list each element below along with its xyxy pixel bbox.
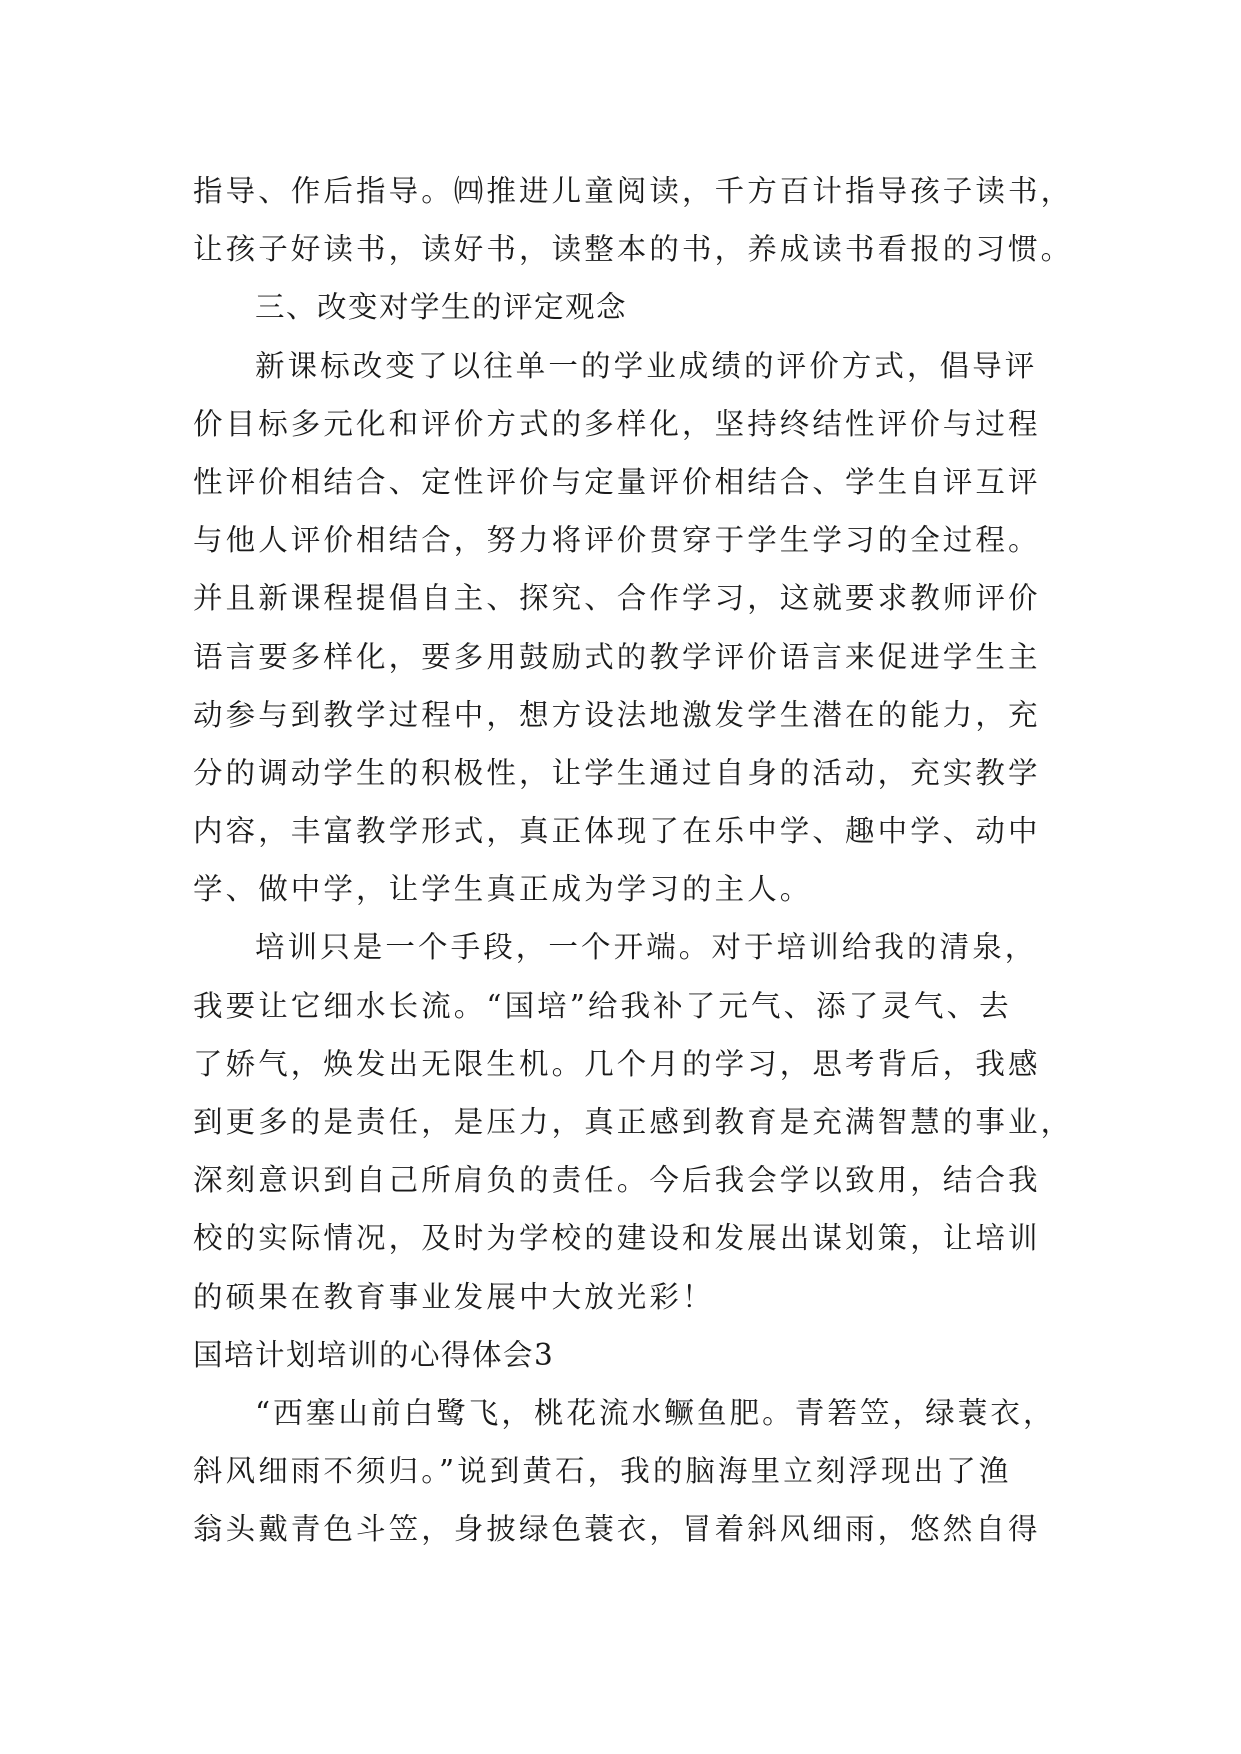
paragraph-line: 校的实际情况，及时为学校的建设和发展出谋划策，让培训	[193, 1221, 1041, 1256]
paragraph-line: 斜风细雨不须归。”说到黄石，我的脑海里立刻浮现出了渔	[193, 1454, 1012, 1489]
paragraph-line: 的硕果在教育事业发展中大放光彩！	[193, 1279, 715, 1314]
paragraph-line: 学、做中学，让学生真正成为学习的主人。	[193, 872, 813, 907]
paragraph-line: 到更多的是责任，是压力，真正感到教育是充满智慧的事业，	[193, 1105, 1074, 1139]
paragraph-line: 让孩子好读书，读好书，读整本的书，养成读书看报的习惯。	[193, 232, 1074, 267]
paragraph-line: 了娇气，焕发出无限生机。几个月的学习，思考背后，我感	[193, 1046, 1041, 1081]
paragraph-line: 内容，丰富教学形式，真正体现了在乐中学、趣中学、动中	[193, 814, 1041, 849]
paragraph-line: 翁头戴青色斗笠，身披绿色蓑衣，冒着斜风细雨，悠然自得	[193, 1512, 1041, 1547]
paragraph-line: 语言要多样化，要多用鼓励式的教学评价语言来促进学生主	[193, 639, 1041, 674]
paragraph-line: 指导、作后指导。㈣推进儿童阅读，千方百计指导孩子读书，	[193, 174, 1074, 208]
paragraph-line: 深刻意识到自己所肩负的责任。今后我会学以致用，结合我	[193, 1163, 1041, 1198]
paragraph-line: 与他人评价相结合，努力将评价贯穿于学生学习的全过程。	[193, 523, 1041, 558]
paragraph-line: 分的调动学生的积极性，让学生通过自身的活动，充实教学	[193, 755, 1041, 790]
paragraph-line: 我要让它细水长流。“国培”给我补了元气、添了灵气、去	[193, 988, 1012, 1023]
paragraph-line: “西塞山前白鹭飞，桃花流水鳜鱼肥。青箬笠，绿蓑衣，	[255, 1395, 1056, 1430]
paragraph-line: 动参与到教学过程中，想方设法地激发学生潜在的能力，充	[193, 697, 1041, 732]
paragraph-line: 新课标改变了以往单一的学业成绩的评价方式，倡导评	[255, 348, 1038, 383]
paragraph-line: 价目标多元化和评价方式的多样化，坚持终结性评价与过程	[193, 406, 1041, 441]
article-title: 国培计划培训的心得体会3	[193, 1337, 555, 1372]
section-heading: 三、改变对学生的评定观念	[255, 290, 628, 325]
paragraph-line: 培训只是一个手段，一个开端。对于培训给我的清泉，	[255, 930, 1038, 965]
paragraph-line: 性评价相结合、定性评价与定量评价相结合、学生自评互评	[193, 464, 1041, 499]
paragraph-line: 并且新课程提倡自主、探究、合作学习，这就要求教师评价	[193, 581, 1041, 616]
document-body	[193, 162, 1074, 1559]
